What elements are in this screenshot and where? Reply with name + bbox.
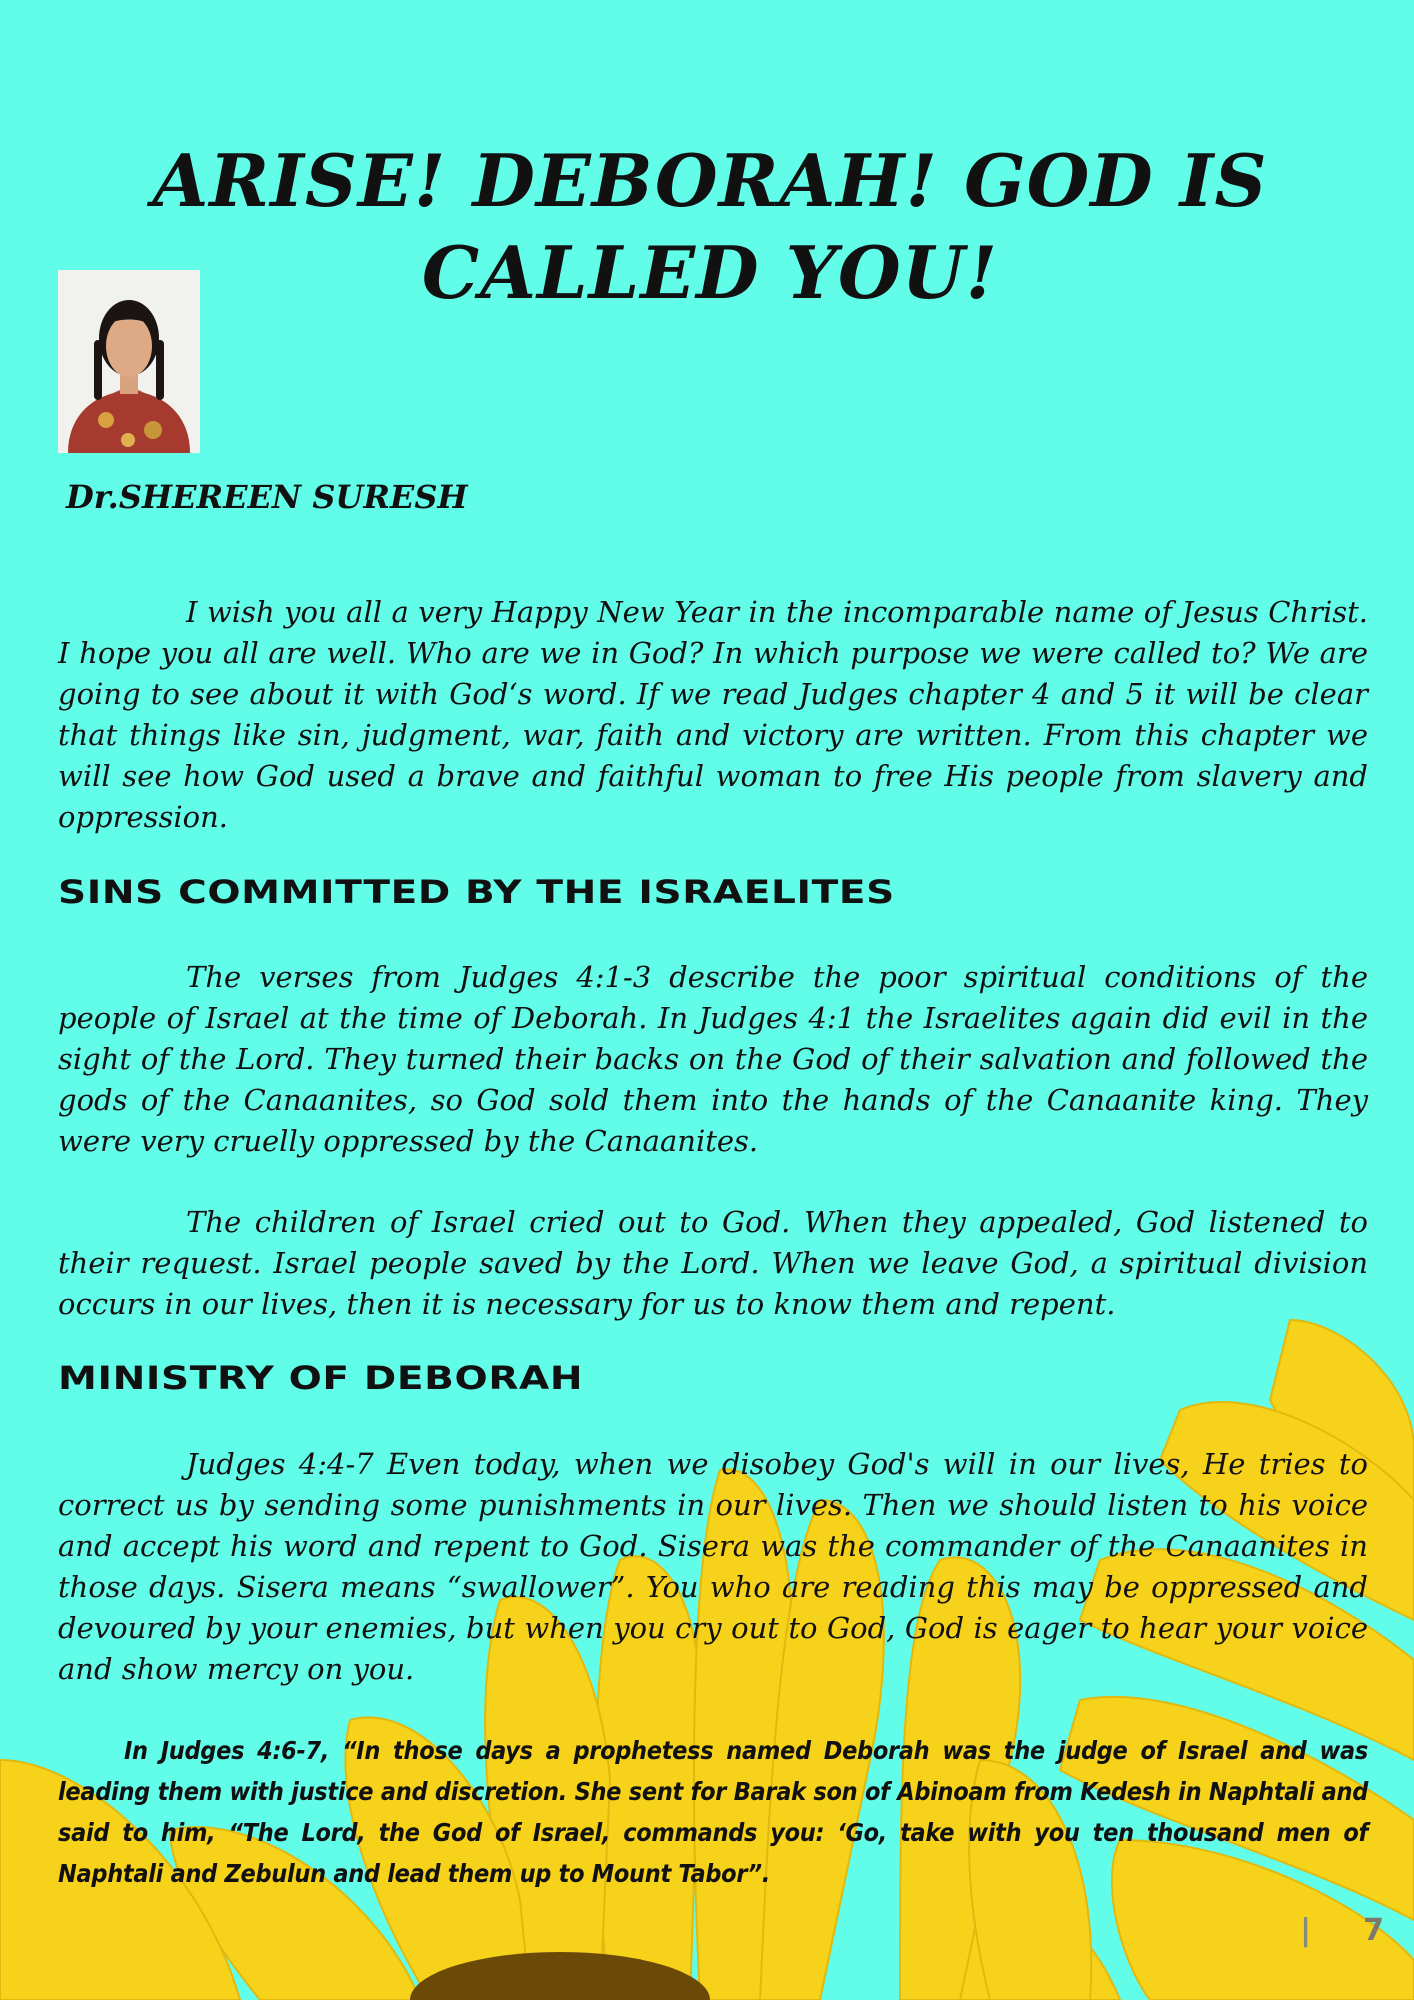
page-number: 7: [1363, 1913, 1384, 1948]
intro-paragraph: [58, 592, 1368, 838]
ministry-text: Judges 4:4-7 Even today, when we disobey God's will in our lives, He tries to correct us by sending some punishments in our lives. Then we should listen to his voice and accept his word and repent to God. Sisera was the commander of the Canaanites in those days. Sisera means “swallower”. You who are reading this may be oppressed and devoured by your enemies, but when you cry out to God, God is eager to hear your voice and show mercy on you.: [58, 1447, 1368, 1686]
section-heading-sins: SINS COMMITTED BY THE ISRAELITES: [58, 873, 895, 911]
ministry-paragraph: [58, 1444, 1368, 1690]
scripture-quote: [58, 1730, 1368, 1894]
page-footer: [1300, 1913, 1384, 1948]
intro-text: I wish you all a very Happy New Year in the incomparable name of Jesus Christ. I hope you all are well. Who are we in God? In which purpose we were called to? We are going to see about it with God‘s word. If we read Judges chapter 4 and 5 it will be clear that things like sin, judgment, war, faith and victory are written. From this chapter we will see how God used a brave and faithful woman to free His people from slavery and oppression.: [58, 595, 1368, 834]
author-photo: [58, 270, 200, 453]
author-name: Dr.SHEREEN SURESH: [66, 478, 468, 516]
sins-text-1: The verses from Judges 4:1-3 describe the poor spiritual conditions of the people of Israel at the time of Deborah. In Judges 4:1 the Israelites again did evil in the sight of the Lord. They turned their backs on the God of their salvation and followed the gods of the Canaanites, so God sold them into the hands of the Canaanite king. They were very cruelly oppressed by the Canaanites.: [58, 960, 1368, 1158]
scripture-quote-text: In Judges 4:6-7, “In those days a prophetess named Deborah was the judge of Israel and was leading them with justice and discretion. She sent for Barak son of Abinoam from Kedesh in Naphtali and said to him, “The Lord, the God of Israel, commands you: ‘Go, take with you ten thousand men of Naphtali and Zebulun and lead them up to Mount Tabor”.: [58, 1736, 1368, 1888]
page-title: ARISE! DEBORAH! GOD IS CALLED YOU!: [152, 138, 1268, 315]
sins-paragraph-1: [58, 957, 1368, 1162]
sins-text-2: The children of Israel cried out to God. When they appealed, God listened to their request. Israel people saved by the Lord. When we leave God, a spiritual division occurs in our lives, then it is necessary for us to know them and repent.: [58, 1205, 1368, 1321]
sins-paragraph-2: [58, 1202, 1368, 1325]
page-separator: |: [1300, 1913, 1312, 1948]
section-heading-ministry: MINISTRY OF DEBORAH: [58, 1359, 584, 1397]
